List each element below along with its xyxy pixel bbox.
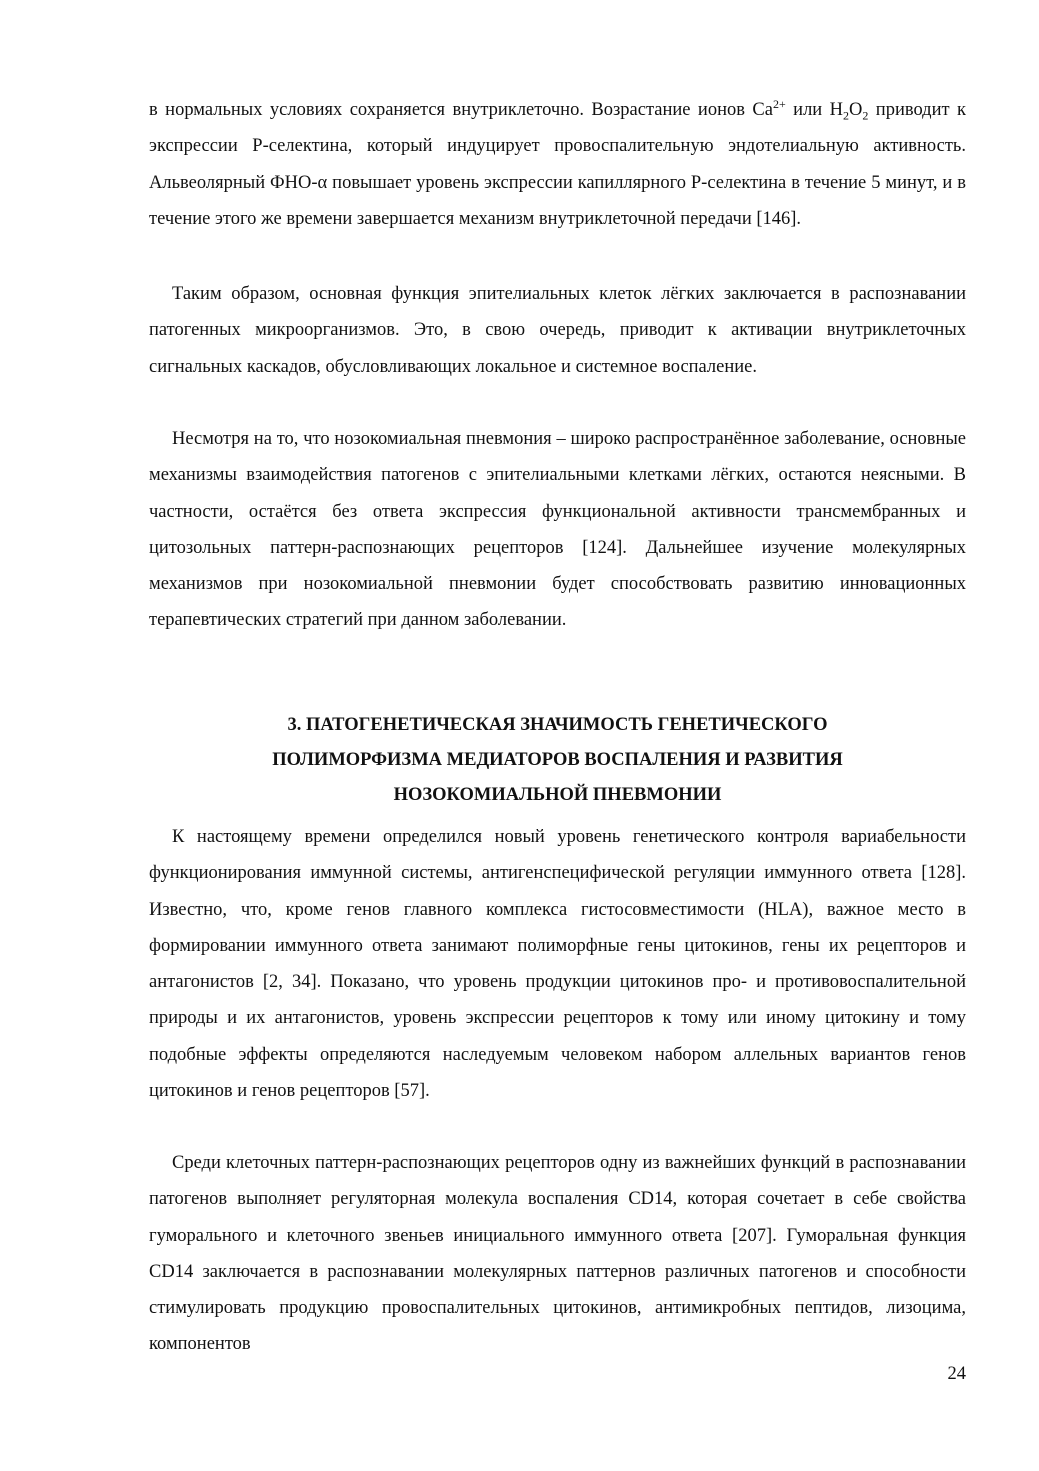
subscript-index: 2 <box>843 108 849 123</box>
paragraph-text: O <box>849 100 863 120</box>
page-number: 24 <box>947 1364 966 1384</box>
paragraph-text: приводит к экспрессии Р-селектина, который индуцирует провоспалительную эндотелиальную активность. Альвеолярный ФНО-α повышает уровень экспрессии капиллярного Р-селектина в течение 5 минут, и в течение этого же времени завершается механизм внутриклеточной передачи [146]. <box>149 100 967 229</box>
paragraph-genetic-control: К настоящему времени определился новый уровень генетического контроля вариабельности функционирования иммунной системы, антигенспецифической регуляции иммунного ответа [128]. Известно, что, кроме генов главного комплекса гистосовместимости (HLA), важное место в формировании иммунного ответа занимают полиморфные гены цитокинов, гены их рецепторов и антагонистов [2, 34]. Показано, что уровень продукции цитокинов про- и противовоспалительной природы и их антагонистов, уровень экспрессии рецепторов к тому или иному цитокину и тому подобные эффекты определяются наследуемым человеком набором аллельных вариантов генов цитокинов и генов рецепторов [57]. <box>149 827 966 1102</box>
paragraph-cd14: Среди клеточных паттерн-распознающих рецепторов одну из важнейших функций в распознавании патогенов выполняет регуляторная молекула воспаления CD14, которая сочетает в себе свойства гуморального и клеточного звеньев инициального иммунного ответа [207]. Гуморальная функция CD14 заключается в распознавании молекулярных паттернов различных патогенов и способности стимулировать продукцию провоспалительных цитокинов, антимикробных пептидов, лизоцима, компонентов <box>149 1153 966 1355</box>
superscript-charge: 2+ <box>772 96 786 111</box>
paragraph-nosocomial-pneumonia: Несмотря на то, что нозокомиальная пневмония – широко распространённое заболевание, основные механизмы взаимодействия патогенов с эпителиальными клетками лёгких, остаются неясными. В частности, остаётся без ответа экспрессия функциональной активности трансмембранных и цитозольных паттерн-распознающих рецепторов [124]. Дальнейшее изучение молекулярных механизмов при нозокомиальной пневмонии будет способствовать развитию инновационных терапевтических стратегий при данном заболевании. <box>149 429 966 631</box>
section-heading <box>149 708 966 813</box>
subscript-index: 2 <box>862 108 869 123</box>
paragraph-text: в нормальных условиях сохраняется внутриклеточно. Возрастание ионов Ca <box>149 100 773 120</box>
section-heading-line: 3. ПАТОГЕНЕТИЧЕСКАЯ ЗНАЧИМОСТЬ ГЕНЕТИЧЕСКОГО <box>287 715 828 735</box>
paragraph-continuation <box>149 92 966 237</box>
paragraph-text: или H <box>785 100 843 120</box>
section-heading-line: НОЗОКОМИАЛЬНОЙ ПНЕВМОНИИ <box>393 785 722 805</box>
section-heading-line: ПОЛИМОРФИЗМА МЕДИАТОРОВ ВОСПАЛЕНИЯ И РАЗВИТИЯ <box>272 750 843 770</box>
paragraph-epithelial-function: Таким образом, основная функция эпителиальных клеток лёгких заключается в распознавании патогенных микроорганизмов. Это, в свою очередь, приводит к активации внутриклеточных сигнальных каскадов, обусловливающих локальное и системное воспаление. <box>149 284 966 377</box>
